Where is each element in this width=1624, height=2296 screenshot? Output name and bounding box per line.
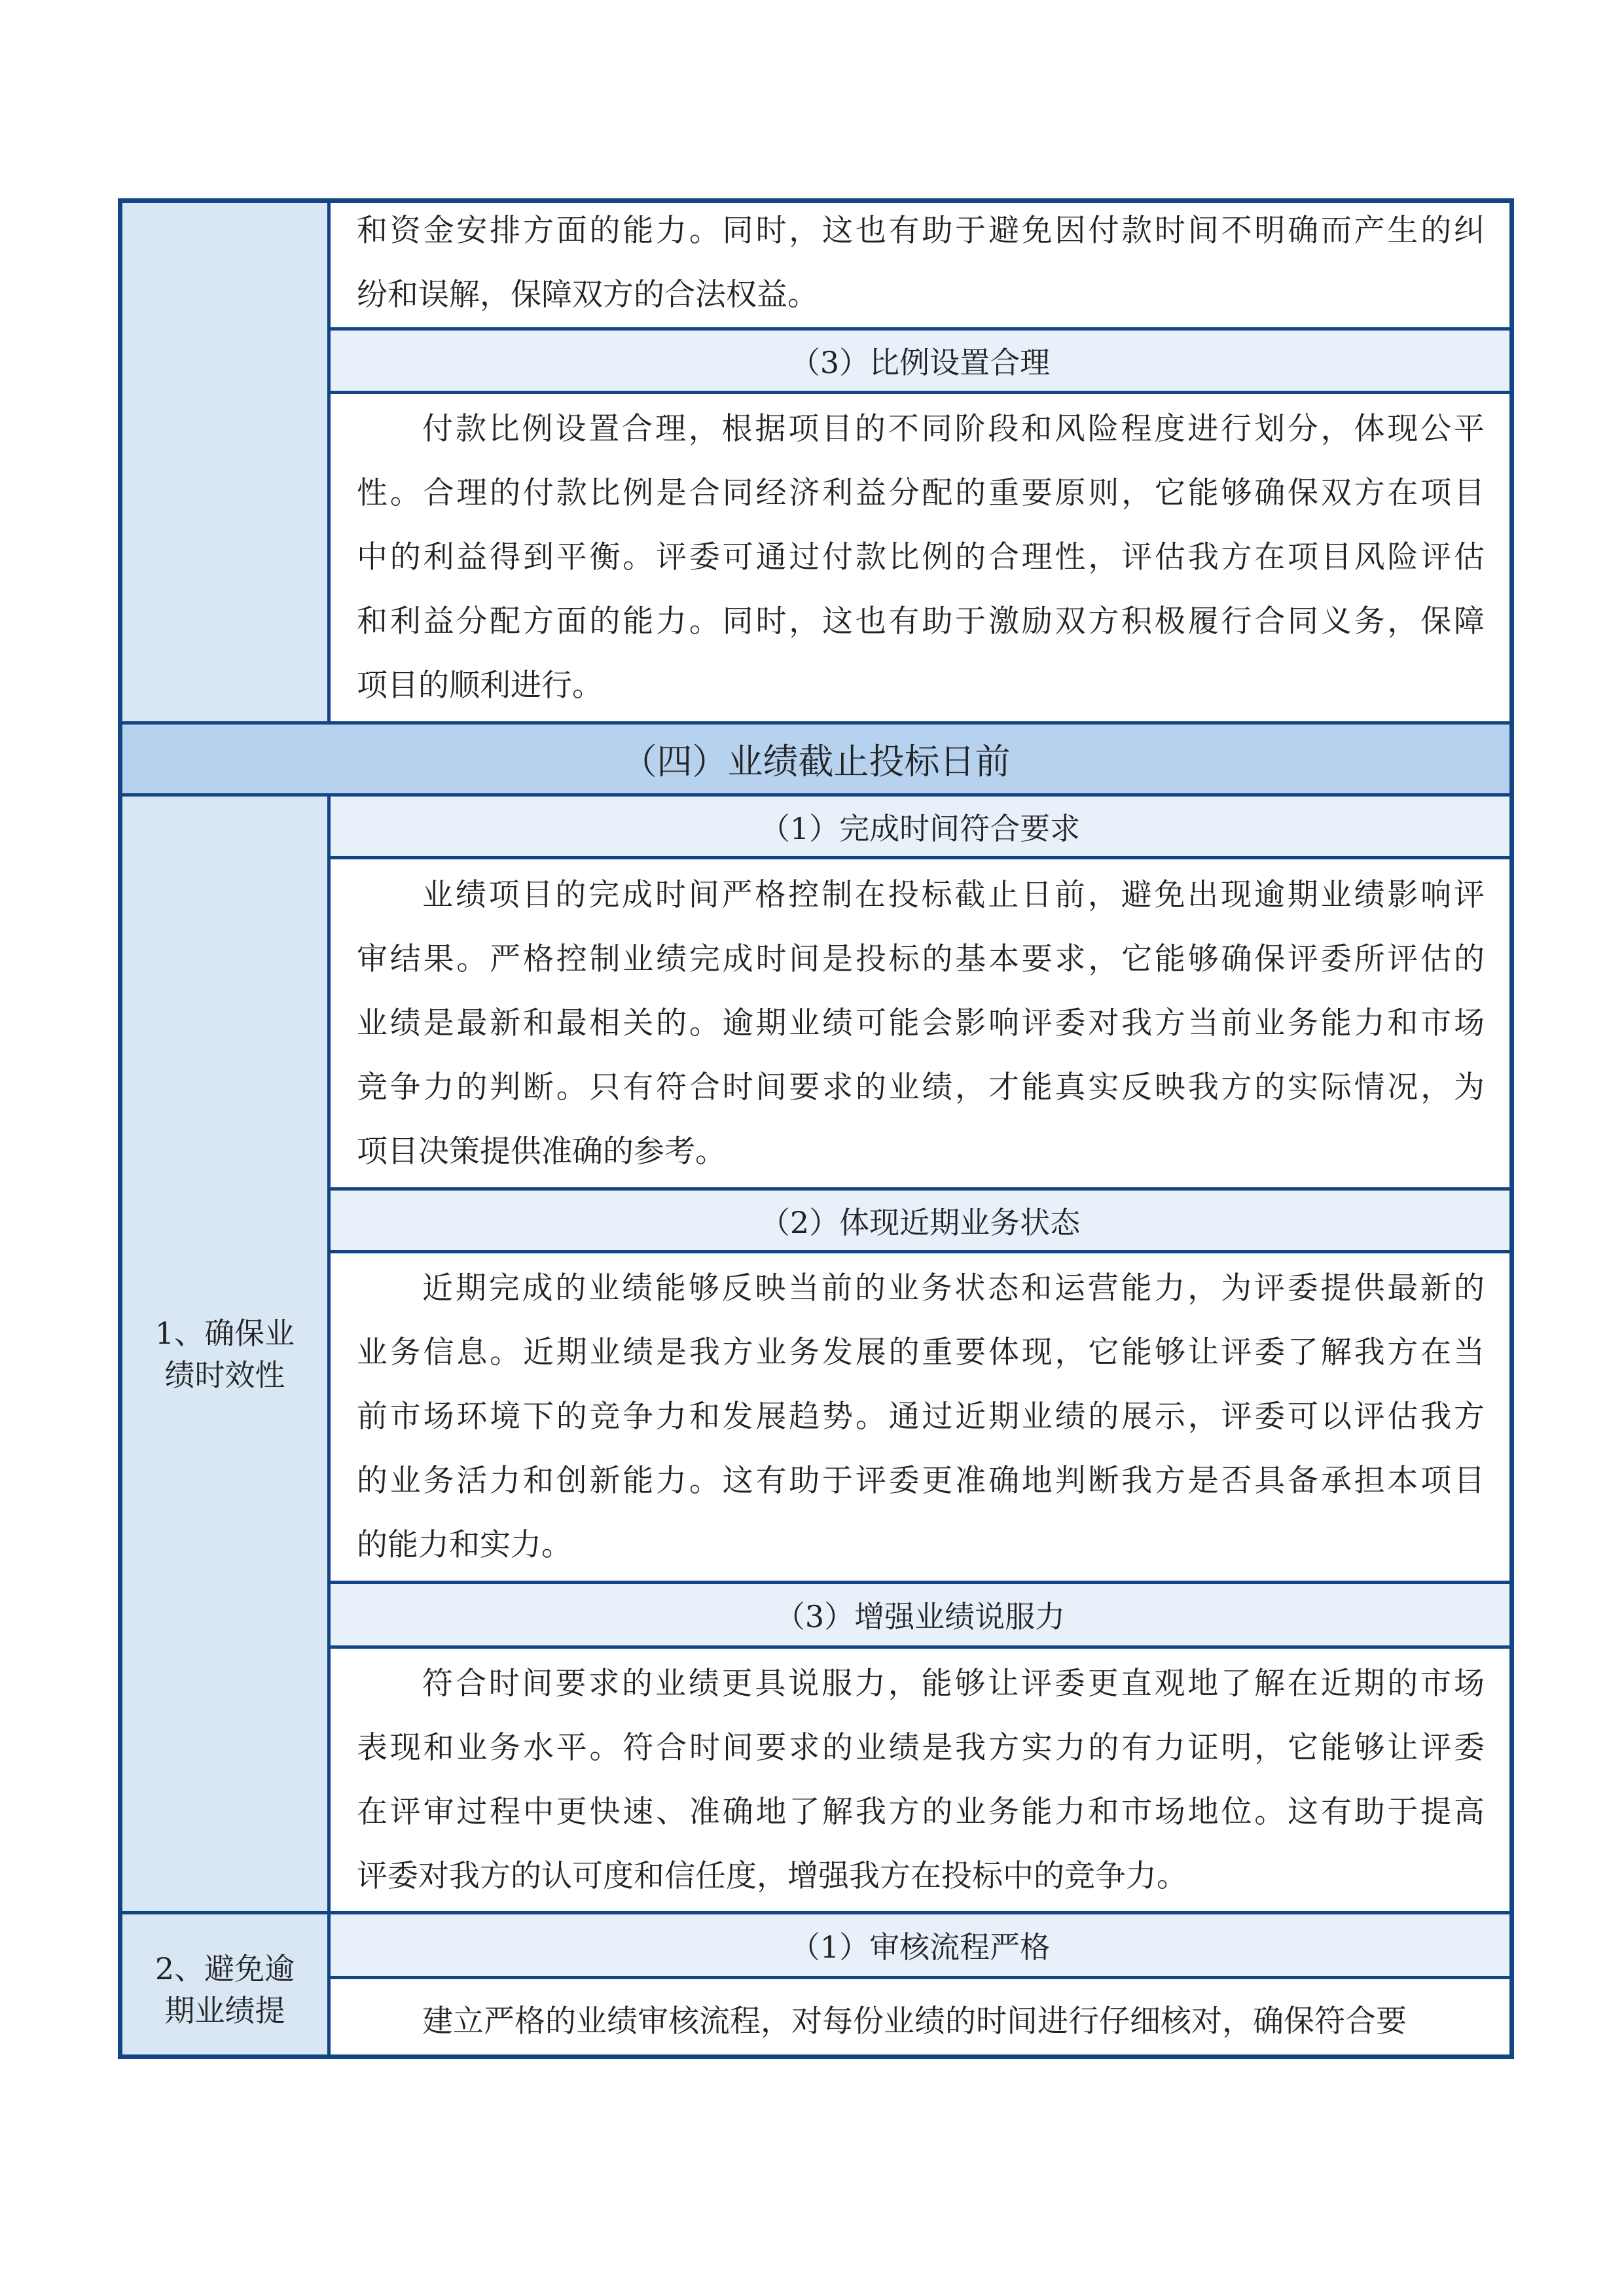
subsection-title: （2）体现近期业务状态: [759, 1204, 1081, 1240]
paragraph-line: 项目的顺利进行。: [357, 668, 603, 704]
paragraph-line: 业绩项目的完成时间严格控制在投标截止日前，避免出现逾期业绩影响评: [422, 876, 1485, 913]
paragraph-line: 前市场环境下的竞争力和发展趋势。通过近期业绩的展示，评委可以评估我方: [357, 1399, 1485, 1435]
paragraph-line: 纷和误解，保障双方的合法权益。: [357, 276, 818, 313]
paragraph-cell: [331, 394, 1509, 725]
paragraph-cell: [331, 1649, 1509, 1914]
category-label: 2、避免逾: [154, 1950, 295, 1986]
paragraph-line: 业务信息。近期业绩是我方业务发展的重要体现，它能够让评委了解我方在当: [357, 1335, 1485, 1371]
paragraph-cell: [331, 198, 1509, 331]
paragraph-line: 的能力和实力。: [357, 1527, 572, 1563]
paragraph-line: 业绩是最新和最相关的。逾期业绩可能会影响评委对我方当前业务能力和市场: [357, 1005, 1485, 1041]
category-label: 绩时效性: [164, 1357, 285, 1393]
paragraph-line: 竞争力的判断。只有符合时间要求的业绩，才能真实反映我方的实际情况，为: [357, 1069, 1485, 1105]
paragraph-line: 和利益分配方面的能力。同时，这也有助于激励双方积极履行合同义务，保障: [357, 603, 1485, 639]
subsection-title: （1）审核流程严格: [789, 1929, 1051, 1965]
paragraph-line: 项目决策提供准确的参考。: [357, 1133, 726, 1170]
subsection-title: （3）比例设置合理: [789, 345, 1051, 380]
paragraph-line: 评委对我方的认可度和信任度，增强我方在投标中的竞争力。: [357, 1857, 1187, 1894]
category-cell: [122, 797, 331, 1914]
subsection-header: [331, 797, 1509, 859]
paragraph-line: 建立严格的业绩审核流程，对每份业绩的时间进行仔细核对，确保符合要: [422, 2003, 1407, 2039]
subsection-header: [331, 1191, 1509, 1253]
paragraph-cell: [331, 1253, 1509, 1584]
subsection-header: [331, 1914, 1509, 1979]
paragraph-line: 符合时间要求的业绩更具说服力，能够让评委更直观地了解在近期的市场: [422, 1665, 1485, 1702]
category-cell: [122, 1914, 331, 2059]
paragraph-cell: [331, 1979, 1509, 2059]
category-label: 期业绩提: [164, 1992, 285, 2028]
paragraph-line: 表现和业务水平。符合时间要求的业绩是我方实力的有力证明，它能够让评委: [357, 1729, 1485, 1766]
paragraph-line: 中的利益得到平衡。评委可通过付款比例的合理性，评估我方在项目风险评估: [357, 539, 1485, 575]
subsection-header: [331, 1584, 1509, 1649]
paragraph-line: 的业务活力和创新能力。这有助于评委更准确地判断我方是否具备承担本项目: [357, 1463, 1485, 1499]
subsection-title: （1）完成时间符合要求: [759, 810, 1081, 846]
subsection-header: [331, 331, 1509, 394]
paragraph-line: 在评审过程中更快速、准确地了解我方的业务能力和市场地位。这有助于提高: [357, 1793, 1485, 1830]
section-title: （四）业绩截止投标日前: [621, 741, 1011, 782]
category-label: 1、确保业: [154, 1315, 295, 1351]
paragraph-line: 性。合理的付款比例是合同经济利益分配的重要原则，它能够确保双方在项目: [357, 475, 1485, 511]
section-header: [122, 725, 1509, 797]
subsection-title: （3）增强业绩说服力: [774, 1599, 1066, 1634]
category-cell: [122, 198, 331, 725]
paragraph-line: 近期完成的业绩能够反映当前的业务状态和运营能力，为评委提供最新的: [422, 1270, 1485, 1306]
document-table: [118, 198, 1514, 2059]
paragraph-line: 审结果。严格控制业绩完成时间是投标的基本要求，它能够确保评委所评估的: [357, 941, 1485, 977]
paragraph-line: 和资金安排方面的能力。同时，这也有助于避免因付款时间不明确而产生的纠: [357, 212, 1485, 249]
paragraph-cell: [331, 859, 1509, 1191]
paragraph-line: 付款比例设置合理，根据项目的不同阶段和风险程度进行划分，体现公平: [422, 411, 1485, 447]
